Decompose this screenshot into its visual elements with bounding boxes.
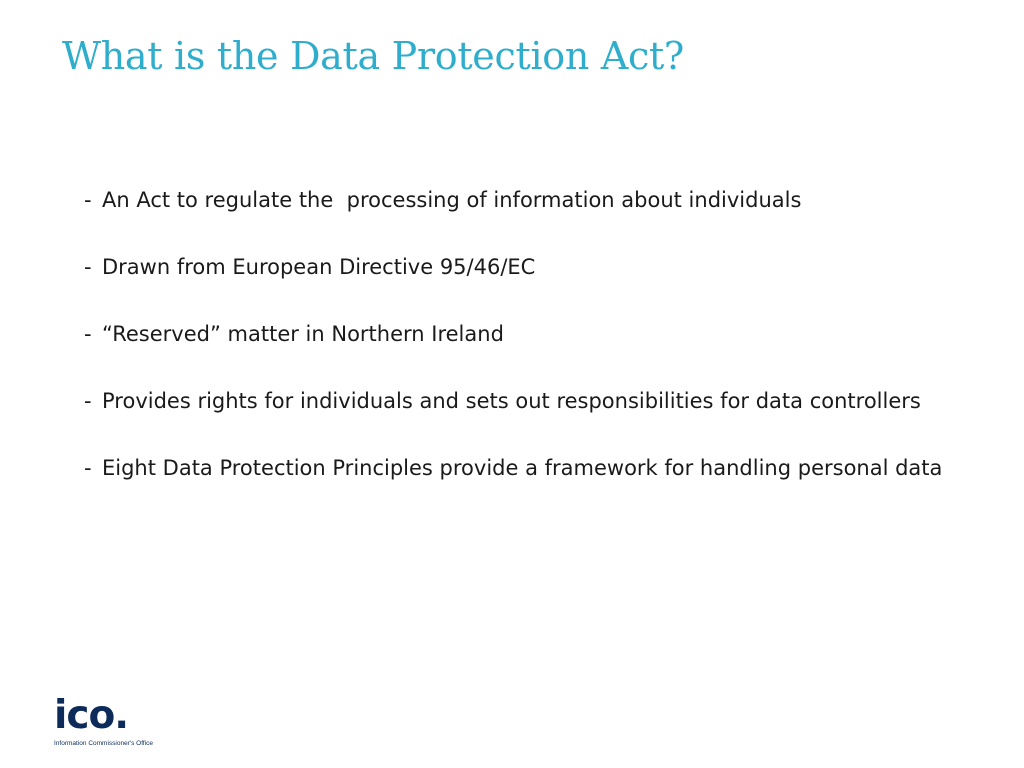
logo-text: ico. [54,693,129,738]
bullet-dash: - [84,389,92,413]
bullet-dash: - [84,188,92,212]
bullet-text: Eight Data Protection Principles provide a framework for handling personal data [102,456,943,480]
list-item [84,250,984,284]
list-item [84,183,984,217]
logo-subtitle: Information Commissioner's Office [54,740,154,747]
slide-title: What is the Data Protection Act? [62,34,684,78]
list-item [84,451,984,485]
ico-logo [54,693,154,756]
list-item [84,384,984,418]
bullet-dash: - [84,255,92,279]
list-item [84,317,984,351]
bullet-text: “Reserved” matter in Northern Ireland [102,322,504,346]
bullet-text: Provides rights for individuals and sets out responsibilities for data controllers [102,389,921,413]
bullet-dash: - [84,456,92,480]
bullet-list [84,183,984,518]
bullet-dash: - [84,322,92,346]
bullet-text: An Act to regulate the processing of information about individuals [102,188,802,212]
bullet-text: Drawn from European Directive 95/46/EC [102,255,536,279]
